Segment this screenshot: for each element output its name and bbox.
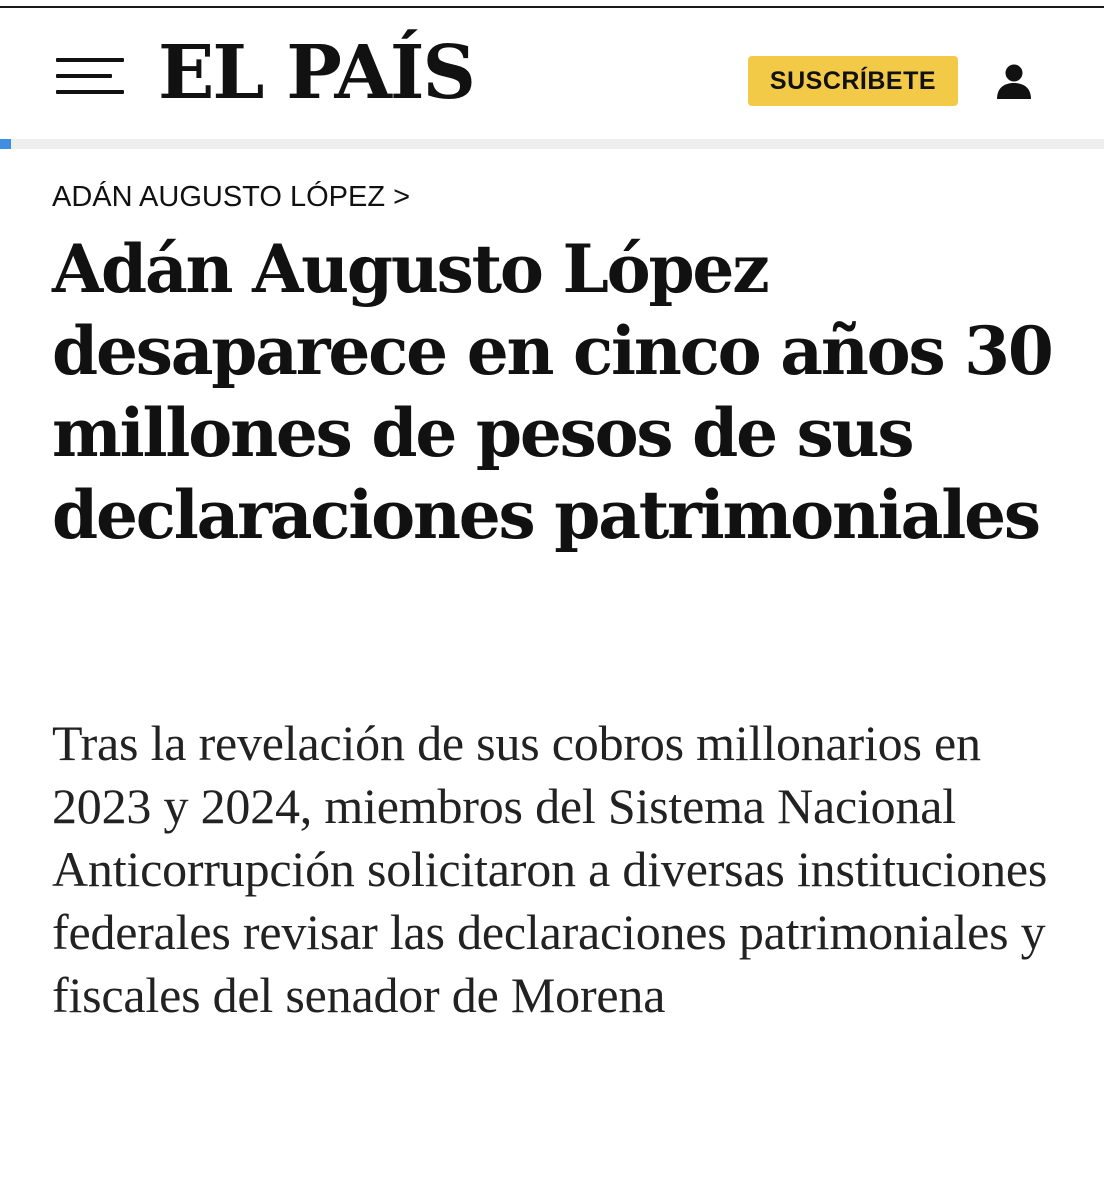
user-icon [994,62,1034,102]
reading-progress-bar [0,139,1104,149]
subscribe-button[interactable]: SUSCRÍBETE [748,56,958,106]
site-header [0,8,1104,138]
article-section-link[interactable]: ADÁN AUGUSTO LÓPEZ > [52,181,411,213]
site-logo[interactable]: EL PAÍS [158,30,474,116]
article-subtitle: Tras la revelación de sus cobros millonarios en 2023 y 2024, miembros del Sistema Nacional Anticorrupción solicitaron a diversas instituciones federales revisar las declaraciones patrimoniales y fiscales del senador de Morena [52,715,1048,1023]
reading-progress-fill [0,139,11,149]
article-headline: Adán Augusto López desaparece en cinco años 30 millones de pesos de sus declaraciones patrimoniales [52,230,1052,554]
user-account-button[interactable] [994,62,1034,102]
menu-button[interactable] [56,56,124,96]
